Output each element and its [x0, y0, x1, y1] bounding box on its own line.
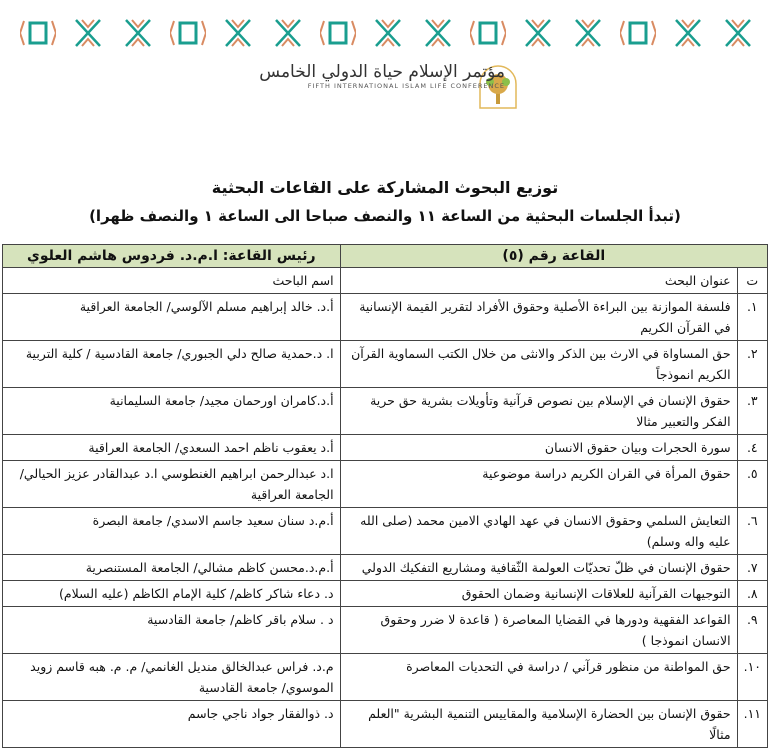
banner-motif-icon: [420, 18, 456, 48]
page-subtitle: (تبدأ الجلسات البحثية من الساعة ١١ والنصف صباحا الى الساعة ١ والنصف ظهرا): [89, 207, 681, 225]
table-header: [3, 245, 768, 268]
paper-title: حق المواطنة من منظور قرآني / دراسة في التحديات المعاصرة: [340, 654, 737, 701]
banner-motif-icon: [520, 18, 556, 48]
paper-title: حقوق الإنسان بين الحضارة الإسلامية والمقاييس التنمية البشرية "العلم مثالًا: [340, 701, 737, 748]
row-number: ٣.: [737, 388, 767, 435]
banner-motif-icon: [20, 18, 56, 48]
table-row: [3, 461, 768, 508]
banner-motif-icon: [220, 18, 256, 48]
paper-title: حقوق الإنسان في ظلّ تحديّات العولمة الثّقافية ومشاريع التفكيك الدولي: [340, 555, 737, 581]
banner-motif-icon: [470, 18, 506, 48]
researcher-name: د. ذوالفقار جواد ناجي جاسم: [3, 701, 341, 748]
table-row: [3, 581, 768, 607]
researcher-name: ا.د عبدالرحمن ابراهيم الغنطوسي ا.د عبدالقادر عزيز الحيالي/ الجامعة العراقية: [3, 461, 341, 508]
banner-motif-icon: [320, 18, 356, 48]
banner-motif-icon: [70, 18, 106, 48]
column-headers: ت عنوان البحث اسم الباحث: [3, 268, 768, 294]
paper-title: حقوق الإنسان في الإسلام بين نصوص قرآنية وتأويلات بشرية حق حرية الفكر والتعبير مثالا: [340, 388, 737, 435]
decorative-banner: [20, 18, 770, 50]
banner-motif-icon: [120, 18, 156, 48]
row-number: ٩.: [737, 607, 767, 654]
row-number: ٧.: [737, 555, 767, 581]
paper-title: حق المساواة في الارث بين الذكر والانثى من خلال الكتب السماوية القرآن الكريم انموذجاً: [340, 341, 737, 388]
table-row: [3, 607, 768, 654]
banner-motif-icon: [370, 18, 406, 48]
paper-title: سورة الحجرات وبيان حقوق الانسان: [340, 435, 737, 461]
hall-number: القاعة رقم (٥): [340, 245, 767, 268]
banner-motif-icon: [170, 18, 206, 48]
paper-title: التوجيهات القرآنية للعلاقات الإنسانية وضمان الحقوق: [340, 581, 737, 607]
row-number: ١٠.: [737, 654, 767, 701]
researcher-name: د . سلام باقر كاظم/ جامعة القادسية: [3, 607, 341, 654]
researcher-name: أ.م.د.محسن كاظم مشالي/ الجامعة المستنصرية: [3, 555, 341, 581]
row-number: ١١.: [737, 701, 767, 748]
researcher-name: أ.م.د سنان سعيد جاسم الاسدي/ جامعة البصرة: [3, 508, 341, 555]
researcher-name: أ.د.كامران اورحمان مجيد/ جامعة السليمانية: [3, 388, 341, 435]
hall-chair: رئيس القاعة: ا.م.د. فردوس هاشم العلوي: [3, 245, 341, 268]
row-number: ٤.: [737, 435, 767, 461]
table-row: [3, 435, 768, 461]
banner-motif-icon: [270, 18, 306, 48]
table-row: [3, 388, 768, 435]
papers-table: [2, 244, 768, 748]
row-number: ٦.: [737, 508, 767, 555]
row-number: ٨.: [737, 581, 767, 607]
paper-title: القواعد الفقهية ودورها في القضايا المعاصرة ( قاعدة لا ضرر وحقوق الانسان انموذجا ): [340, 607, 737, 654]
row-number: ٢.: [737, 341, 767, 388]
banner-motif-icon: [670, 18, 706, 48]
table-row: [3, 555, 768, 581]
researcher-name: د. دعاء شاكر كاظم/ كلية الإمام الكاظم (عليه السلام): [3, 581, 341, 607]
page-title: توزيع البحوث المشاركة على القاعات البحثية: [211, 178, 559, 197]
paper-title: حقوق المرأة في القران الكريم دراسة موضوعية: [340, 461, 737, 508]
table-row: [3, 294, 768, 341]
banner-motif-icon: [570, 18, 606, 48]
researcher-name: ا. د.حمدية صالح دلي الجبوري/ جامعة القادسية / كلية التربية: [3, 341, 341, 388]
row-number: ١.: [737, 294, 767, 341]
banner-motif-icon: [720, 18, 756, 48]
researcher-name: أ.د. خالد إبراهيم مسلم الآلوسي/ الجامعة العراقية: [3, 294, 341, 341]
paper-title: فلسفة الموازنة بين البراءة الأصلية وحقوق الأفراد لتقرير القيمة الإنسانية في القرآن الكريم: [340, 294, 737, 341]
table-row: [3, 654, 768, 701]
researcher-name: أ.د يعقوب ناظم احمد السعدي/ الجامعة العراقية: [3, 435, 341, 461]
paper-title: التعايش السلمي وحقوق الانسان في عهد الهادي الامين محمد (صلى الله عليه واله وسلم): [340, 508, 737, 555]
table-row: [3, 341, 768, 388]
conference-logo: مؤتمر الإسلام حياة الدولي الخامس FIFTH INTERNATIONAL ISLAM LIFE CONFERENCE: [259, 62, 505, 90]
banner-motif-icon: [620, 18, 656, 48]
table-row: [3, 508, 768, 555]
researcher-name: م.د. فراس عبدالخالق منديل الغانمي/ م. م. هبه قاسم زويد الموسوي/ جامعة القادسية: [3, 654, 341, 701]
table-row: [3, 701, 768, 748]
row-number: ٥.: [737, 461, 767, 508]
